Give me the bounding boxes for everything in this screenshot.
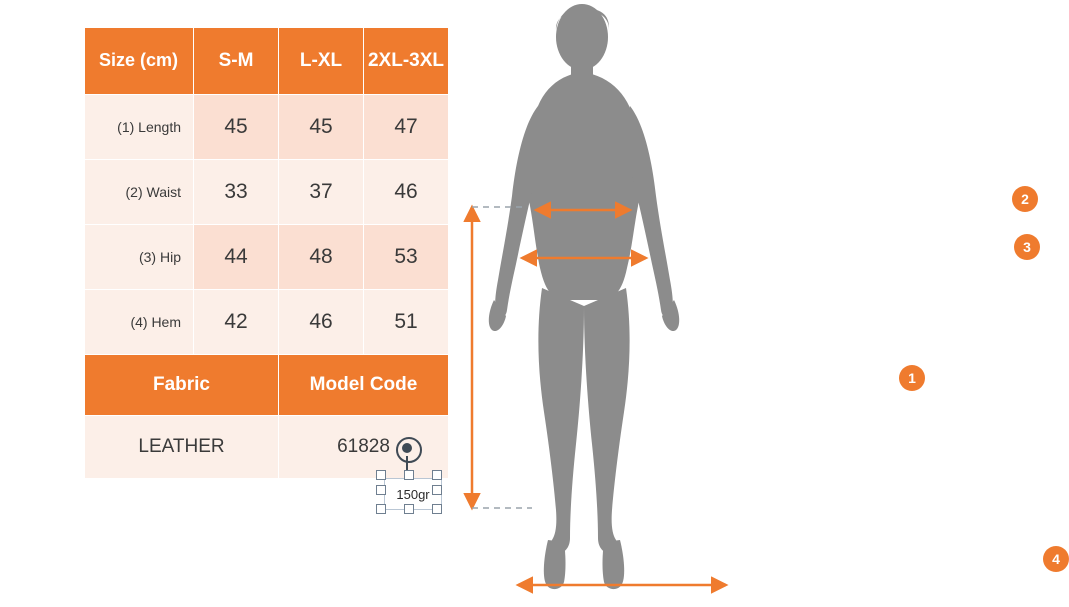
weight-value: 150gr — [384, 478, 442, 510]
badge-1: 1 — [899, 365, 925, 391]
selection-handle-sw[interactable] — [376, 504, 386, 514]
selection-handle-e[interactable] — [432, 485, 442, 495]
header-col-0: S-M — [194, 28, 279, 95]
cell-hip-sm: 44 — [194, 225, 279, 290]
cell-hip-lxl: 48 — [279, 225, 364, 290]
cell-length-lxl: 45 — [279, 95, 364, 160]
mannequin-figure-icon — [450, 0, 800, 607]
selection-handle-nw[interactable] — [376, 470, 386, 480]
row-label-waist: (2) Waist — [85, 160, 194, 225]
selection-handle-s[interactable] — [404, 504, 414, 514]
footer-fabric-value: LEATHER — [85, 416, 279, 479]
row-label-hip: (3) Hip — [85, 225, 194, 290]
selection-handle-n[interactable] — [404, 470, 414, 480]
cell-length-2xl3xl: 47 — [364, 95, 449, 160]
badge-4: 4 — [1043, 546, 1069, 572]
rotate-handle-icon[interactable] — [396, 437, 422, 463]
cell-waist-lxl: 37 — [279, 160, 364, 225]
selection-handle-se[interactable] — [432, 504, 442, 514]
footer-model-code-value: 61828 — [279, 416, 449, 479]
size-table — [84, 27, 449, 479]
row-label-length: (1) Length — [85, 95, 194, 160]
header-col-1: L-XL — [279, 28, 364, 95]
selection-handle-ne[interactable] — [432, 470, 442, 480]
cell-waist-sm: 33 — [194, 160, 279, 225]
table-header-row — [85, 28, 449, 95]
cell-waist-2xl3xl: 46 — [364, 160, 449, 225]
header-col-2: 2XL-3XL — [364, 28, 449, 95]
weight-label-widget[interactable] — [376, 470, 448, 516]
cell-hem-2xl3xl: 51 — [364, 290, 449, 355]
footer-model-code-label: Model Code — [279, 355, 449, 416]
footer-fabric-label: Fabric — [85, 355, 279, 416]
header-size-label: Size (cm) — [85, 28, 194, 95]
table-row — [85, 225, 449, 290]
cell-hip-2xl3xl: 53 — [364, 225, 449, 290]
badge-3: 3 — [1014, 234, 1040, 260]
row-label-hem: (4) Hem — [85, 290, 194, 355]
cell-hem-lxl: 46 — [279, 290, 364, 355]
table-row — [85, 160, 449, 225]
table-row — [85, 290, 449, 355]
cell-hem-sm: 42 — [194, 290, 279, 355]
mannequin-diagram — [450, 0, 1060, 607]
cell-length-sm: 45 — [194, 95, 279, 160]
selection-handle-w[interactable] — [376, 485, 386, 495]
badge-2: 2 — [1012, 186, 1038, 212]
table-row — [85, 95, 449, 160]
table-footer-header-row — [85, 355, 449, 416]
